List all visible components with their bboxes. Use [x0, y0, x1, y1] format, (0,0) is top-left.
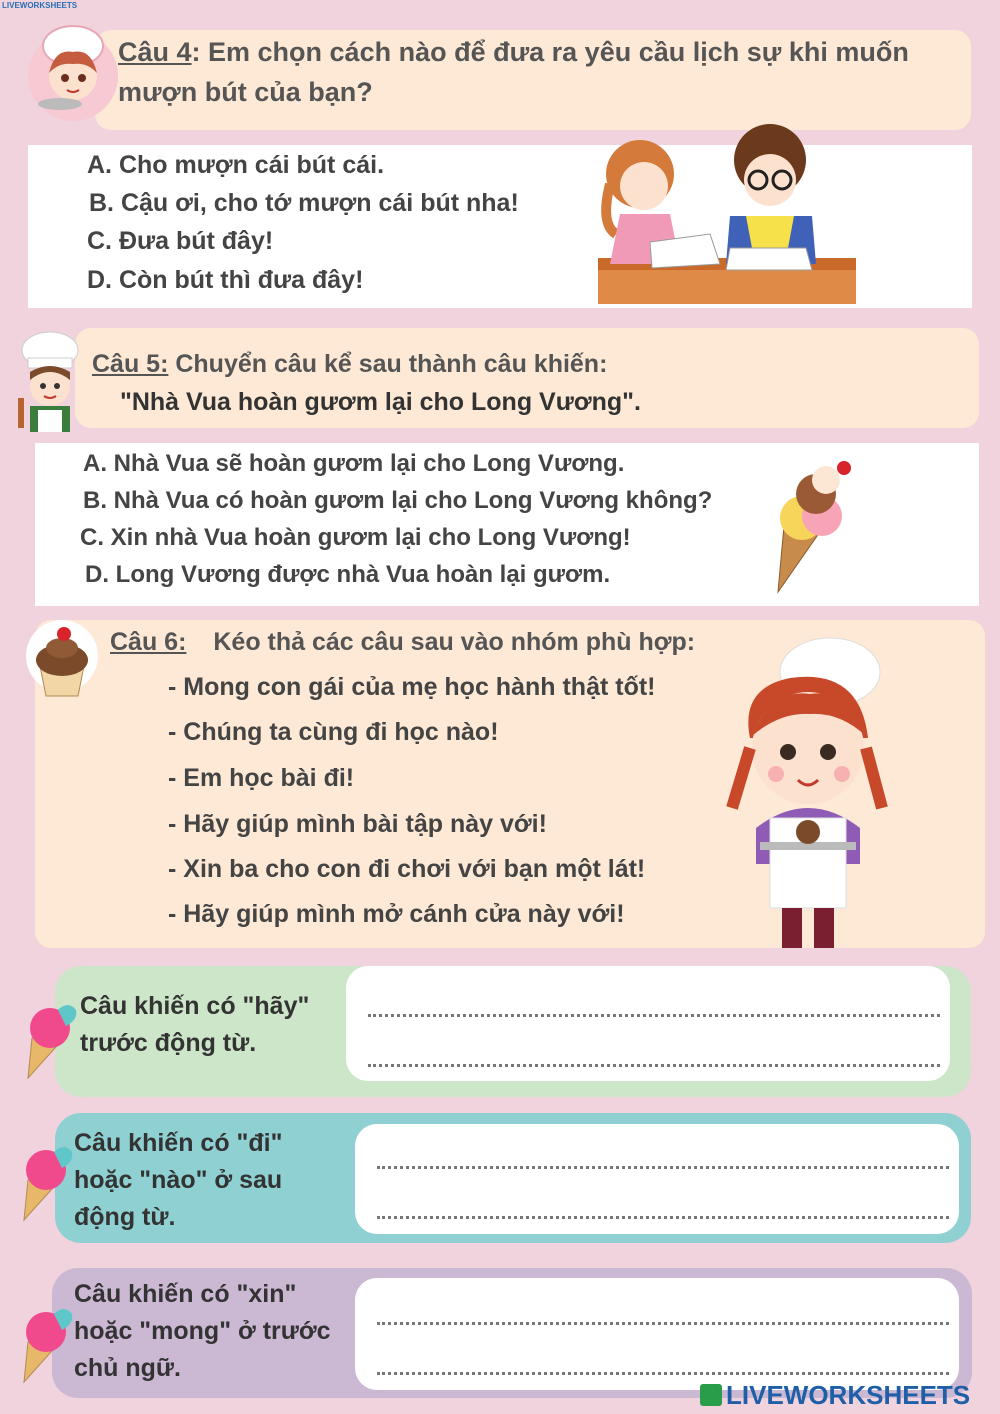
q4-text-line2: mượn bút của bạn?	[118, 77, 373, 107]
liveworksheets-logo	[700, 1380, 996, 1410]
group-xin-mong-label-line-2: hoặc "mong" ở trước	[74, 1317, 331, 1345]
group-hay-label-line-1: Câu khiến có "hãy"	[80, 992, 310, 1020]
cupcake-icon	[24, 616, 100, 704]
answer-line	[377, 1322, 949, 1325]
group-xin-mong-label-line-3: chủ ngữ.	[74, 1354, 181, 1382]
q6-label: Câu 6:	[110, 628, 187, 656]
group-hay-label-line-2: trước động từ.	[80, 1029, 257, 1057]
q4-label: Câu 4	[118, 37, 192, 67]
group-xin-mong-label-line-1: Câu khiến có "xin"	[74, 1280, 297, 1308]
q5-option-b[interactable]: B. Nhà Vua có hoàn gươm lại cho Long Vương không?	[83, 487, 713, 514]
ice-cream-cone-icon	[18, 1140, 76, 1222]
q4-option-c[interactable]: C. Đưa bút đây!	[87, 227, 274, 255]
group-hay-label	[80, 988, 309, 1062]
q6-question	[110, 622, 810, 662]
group-di-nao-label	[74, 1125, 282, 1236]
drag-item-1[interactable]: - Mong con gái của mẹ học hành thật tốt!	[168, 673, 656, 701]
q4-option-b[interactable]: B. Cậu ơi, cho tớ mượn cái bút nha!	[89, 189, 519, 217]
q6-text: Kéo thả các câu sau vào nhóm phù hợp:	[213, 628, 696, 656]
chef-girl-illustration-icon	[710, 628, 900, 954]
top-logo: LIVEWORKSHEETS	[2, 1, 78, 10]
answer-line	[368, 1014, 940, 1017]
group-di-nao-dropzone[interactable]	[355, 1124, 959, 1234]
chef-avatar-icon	[25, 18, 121, 124]
group-xin-mong-dropzone[interactable]	[355, 1278, 959, 1390]
group-di-nao-label-line-3: động từ.	[74, 1203, 176, 1231]
ice-cream-cone-icon	[18, 1302, 76, 1384]
drag-item-4[interactable]: - Hãy giúp mình bài tập này với!	[168, 810, 547, 838]
q4-question	[118, 32, 958, 112]
q5-question	[92, 345, 952, 421]
group-di-nao-label-line-2: hoặc "nào" ở sau	[74, 1166, 283, 1194]
answer-line	[377, 1372, 949, 1375]
liveworksheets-logo-icon	[700, 1384, 722, 1406]
group-xin-mong-label	[74, 1276, 331, 1387]
group-hay-dropzone[interactable]	[346, 966, 950, 1081]
answer-line	[377, 1166, 949, 1169]
q5-label: Câu 5:	[92, 350, 169, 378]
q4-option-a[interactable]: A. Cho mượn cái bút cái.	[87, 151, 385, 179]
chef-girl-icon	[14, 328, 84, 436]
ice-cream-cone-icon	[764, 456, 860, 596]
q5-option-c[interactable]: C. Xin nhà Vua hoàn gươm lại cho Long Vương!	[80, 524, 631, 551]
q4-text: : Em chọn cách nào để đưa ra yêu cầu lịch sự khi muốn	[191, 37, 909, 67]
liveworksheets-logo-text: LIVEWORKSHEETS	[726, 1380, 971, 1410]
drag-item-3[interactable]: - Em học bài đi!	[168, 764, 355, 792]
answer-line	[368, 1064, 940, 1067]
q5-text: Chuyển câu kể sau thành câu khiến:	[168, 350, 608, 378]
q5-quote: "Nhà Vua hoàn gươm lại cho Long Vương".	[120, 388, 641, 416]
drag-item-5[interactable]: - Xin ba cho con đi chơi với bạn một lát!	[168, 855, 646, 883]
answer-line	[377, 1216, 949, 1219]
q5-option-d[interactable]: D. Long Vương được nhà Vua hoàn lại gươm.	[85, 561, 611, 588]
group-di-nao-label-line-1: Câu khiến có "đi"	[74, 1129, 283, 1157]
drag-item-2[interactable]: - Chúng ta cùng đi học nào!	[168, 718, 499, 746]
q5-option-a[interactable]: A. Nhà Vua sẽ hoàn gươm lại cho Long Vương.	[83, 450, 625, 477]
ice-cream-cone-icon	[22, 998, 80, 1080]
kids-reading-illustration-icon	[580, 124, 860, 308]
drag-item-6[interactable]: - Hãy giúp mình mở cánh cửa này với!	[168, 900, 625, 928]
q4-option-d[interactable]: D. Còn bút thì đưa đây!	[87, 266, 364, 294]
